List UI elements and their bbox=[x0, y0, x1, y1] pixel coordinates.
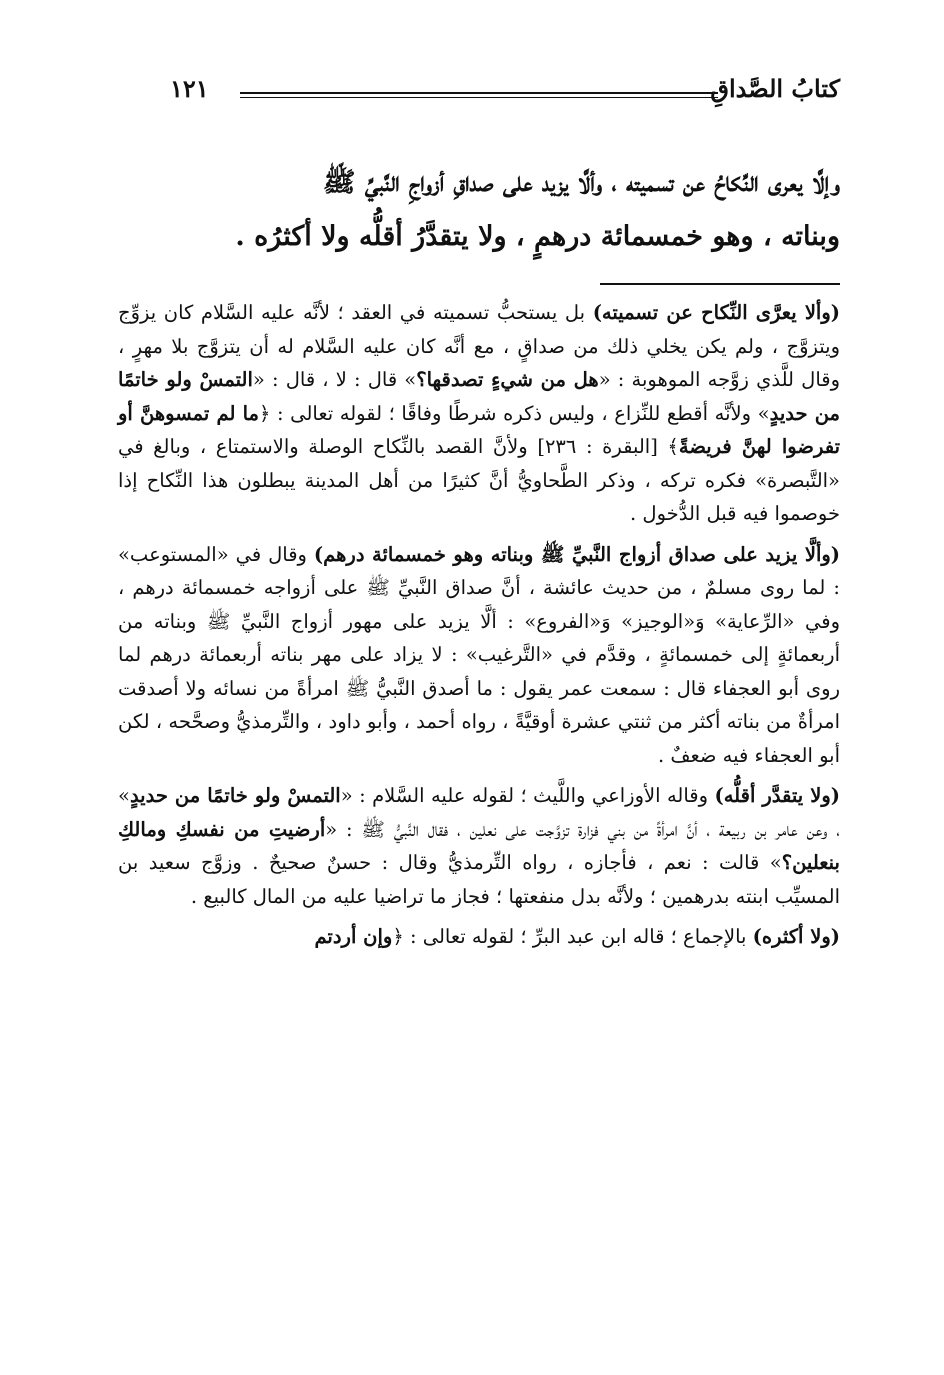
main-text bbox=[118, 156, 840, 264]
lemma: (وألا يعرَّى النِّكاح عن تسميته) bbox=[592, 301, 840, 324]
commentary-text: ﴾ [البقرة : ٢٣٦] ولأنَّ القصد بالنِّكاح الوصلة والاستمتاع ، وبالغ في «التَّبصرة» فكره تركه ، وذكر الطَّحاويُّ أنَّ كثيرًا من أهل المدينة يبطلون هذا النِّكاح إذا خوصموا فيه قبل الدُّخول . bbox=[118, 435, 840, 525]
commentary-text: » قالت : نعم ، فأجازه ، رواه التِّرمذيُّ وقال : حسنٌ صحيحٌ . وزوَّج سعيد بن المسيِّب ابنته بدرهمين ؛ ولأنَّه بدل منفعتها ؛ فجاز ما تراضيا عليه من المال كالبيع . bbox=[118, 851, 840, 908]
commentary-paragraph-3 bbox=[118, 779, 840, 913]
quran-quote: ما لم تمسوهنَّ أو تفرضوا لهنَّ فريضةً bbox=[118, 401, 840, 458]
quote: التمسْ ولو خاتمًا من حديدٍ bbox=[129, 784, 341, 807]
commentary-paragraph-2 bbox=[118, 538, 840, 773]
page-number: ١٢١ bbox=[170, 74, 209, 103]
commentary-text: وقال في «المستوعب» : لما روى مسلمٌ ، من حديث عائشة ، أنَّ صداق النَّبيِّ ﷺ على أزواجه خمسمائة درهم ، وفي «الرِّعاية» وَ«الوجيز» وَ«الفروع» : ألَّا يزيد على مهور أزواج النَّبيِّ ﷺ وبناته من أربعمائةٍ إلى خمسمائةٍ ، وقدَّم في «التَّرغيب» : لا يزاد على مهر بناته أربعمائة درهم لما روى أبو العجفاء قال : سمعت عمر يقول : ما أصدق النَّبيُّ ﷺ امرأةً من نسائه ولا أصدقت امرأةٌ من بناته أكثر من ثنتي عشرة أوقيَّةً ، رواه أحمد ، وأبو داود ، والتِّرمذيُّ وصحَّحه ، لكن أبو العجفاء فيه ضعفٌ . bbox=[118, 542, 840, 767]
quran-quote: وإن أردتم bbox=[314, 925, 393, 948]
quote: التمسْ ولو خاتمًا من حديدٍ bbox=[118, 368, 841, 425]
quote: أرضيتِ من نفسكِ ومالكِ بنعلين؟ bbox=[118, 817, 840, 874]
chapter-title: كتابُ الصَّداقِ bbox=[710, 74, 840, 103]
commentary-text: وقاله الأوزاعي واللَّيث ؛ لقوله عليه السَّلام : « bbox=[340, 784, 715, 807]
commentary-text: » ولأنَّه أقطع للنِّزاع ، وليس ذكره شرطًا وفاقًا ؛ لقوله تعالى : ﴿ bbox=[259, 401, 770, 425]
commentary-paragraph-4 bbox=[118, 920, 840, 954]
quote: هل من شيءٍ تصدقها؟ bbox=[416, 368, 599, 391]
commentary-text: » ، وعن عامر بن ربيعة ، أنَّ امرأةً من بني فزارة تزوَّجت على نعلين ، فقال النَّبيُّ ﷺ : « bbox=[118, 784, 840, 841]
main-text-line-1: وإلَّا يعرى النِّكاحُ عن تسميته ، وألَّا يزيد على صداقِ أزواجِ النَّبيِّ ﷺ bbox=[322, 167, 840, 198]
main-text-line-2: وبناته ، وهو خمسمائة درهمٍ ، ولا يتقدَّرُ أقلُّه ولا أكثرُه . bbox=[235, 221, 840, 252]
commentary-text: بل يستحبُّ تسميته في العقد ؛ لأنَّه عليه السَّلام كان يزوِّج ويتزوَّج ، ولم يكن يخلي ذلك من صداقٍ ، مع أنَّه كان عليه السَّلام له أن يتزوَّج بلا مهرٍ ، وقال للَّذي زوَّجه الموهوبة : « bbox=[118, 301, 840, 391]
header-rule bbox=[240, 92, 718, 98]
lemma: (ولا يتقدَّر أقلُّه) bbox=[714, 784, 840, 807]
commentary bbox=[118, 296, 840, 961]
commentary-text: بالإجماع ؛ قاله ابن عبد البرِّ ؛ لقوله تعالى : ﴿ bbox=[392, 925, 753, 948]
page-header bbox=[170, 74, 840, 114]
commentary-text: » قال : لا ، قال : « bbox=[252, 368, 417, 391]
lemma: (وألَّا يزيد على صداق أزواج النَّبيِّ ﷺ وبناته وهو خمسمائة درهم) bbox=[313, 542, 841, 566]
footnote-divider bbox=[600, 283, 840, 285]
commentary-paragraph-1 bbox=[118, 296, 840, 531]
lemma: (ولا أكثره) bbox=[752, 925, 840, 948]
